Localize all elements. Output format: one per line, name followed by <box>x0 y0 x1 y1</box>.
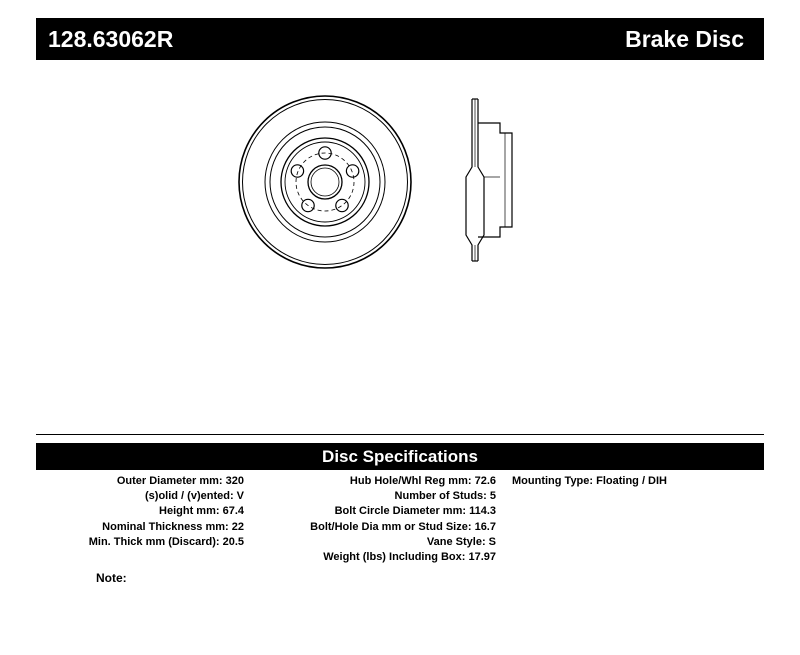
spec-item: (s)olid / (v)ented: V <box>145 490 244 503</box>
spec-item: Weight (lbs) Including Box: 17.97 <box>323 551 496 564</box>
spec-divider <box>36 434 764 435</box>
spec-item: Bolt/Hole Dia mm or Stud Size: 16.7 <box>310 520 496 533</box>
spec-item: Vane Style: S <box>426 535 496 548</box>
spec-column-left <box>36 474 244 550</box>
product-title: Brake Disc <box>625 26 744 52</box>
spec-column-middle <box>258 474 496 565</box>
spec-columns <box>36 474 764 584</box>
spec-item: Min. Thick mm (Discard): 20.5 <box>88 535 244 548</box>
spec-item: Height mm: 67.4 <box>159 505 244 518</box>
spec-item: Outer Diameter mm: 320 <box>116 475 244 487</box>
spec-item: Nominal Thickness mm: 22 <box>102 520 244 533</box>
brake-disc-front-view <box>239 96 411 268</box>
spec-item: Bolt Circle Diameter mm: 114.3 <box>334 505 496 518</box>
spec-item: Hub Hole/Whl Reg mm: 72.6 <box>349 475 496 487</box>
brake-disc-side-section-view <box>466 99 512 261</box>
spec-item: Mounting Type: Floating / DIH <box>512 475 667 487</box>
note-label: Note: <box>96 571 127 585</box>
header-bar <box>36 18 764 60</box>
spec-column-right <box>512 474 764 489</box>
spec-item: Number of Studs: 5 <box>394 490 496 503</box>
spec-section-title: Disc Specifications <box>36 443 764 470</box>
part-number: 128.63062R <box>48 26 174 52</box>
technical-drawing <box>200 85 600 285</box>
